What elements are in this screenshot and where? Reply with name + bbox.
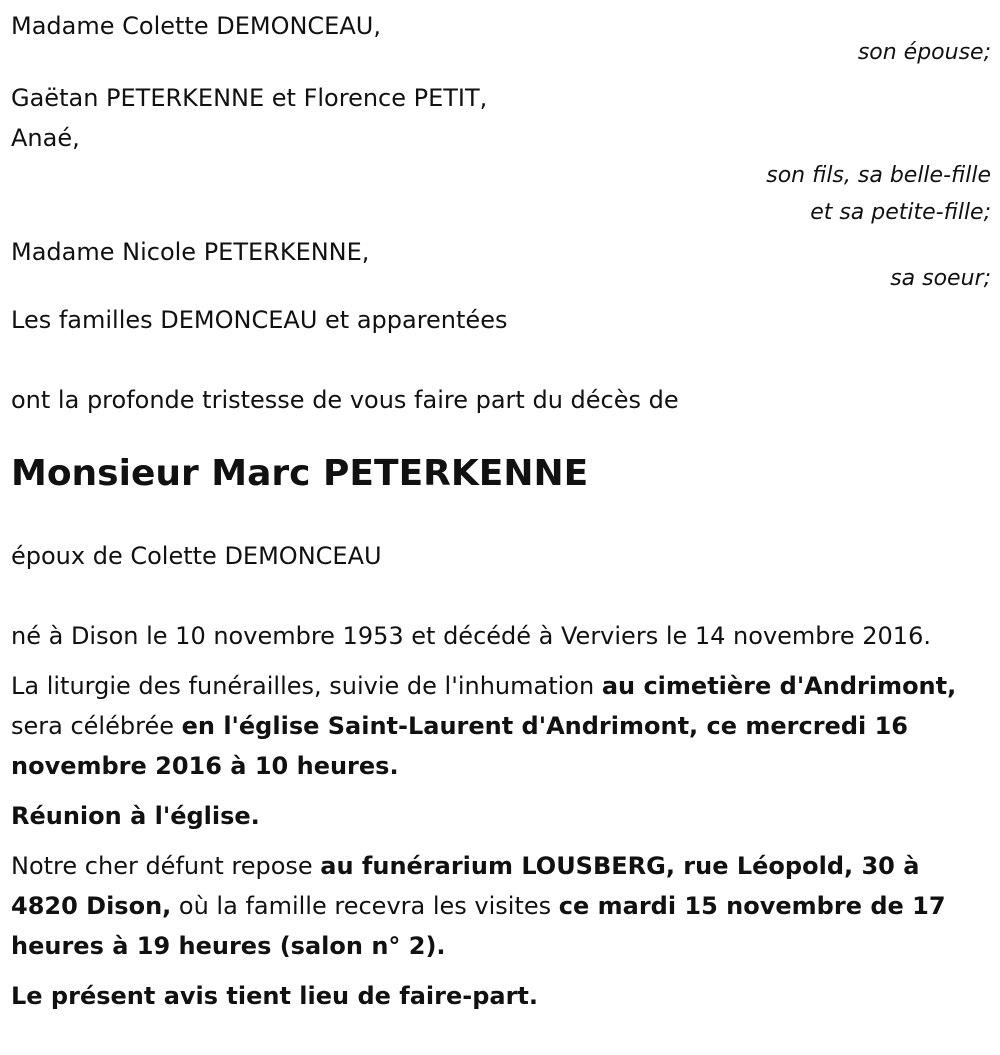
- spouse-name: Madame Colette DEMONCEAU,: [11, 12, 381, 40]
- deceased-name: Monsieur Marc PETERKENNE: [11, 453, 589, 494]
- sister-name: Madame Nicole PETERKENNE,: [11, 238, 370, 266]
- families-line: Les familles DEMONCEAU et apparentées: [11, 306, 508, 334]
- spouse-role: son épouse;: [857, 40, 991, 65]
- meeting-line: [11, 796, 991, 836]
- son-line: Gaëtan PETERKENNE et Florence PETIT,: [11, 84, 488, 112]
- funeral-text-2: sera célébrée: [11, 712, 182, 740]
- children-role-1: son fils, sa belle-fille: [766, 163, 991, 188]
- sister-role: sa soeur;: [890, 266, 991, 291]
- funeral-home: au funérarium LOUSBERG, rue Léopold, 30 à 4820 Dison,: [11, 852, 920, 920]
- birth-death-line: né à Dison le 10 novembre 1953 et décédé à Verviers le 14 novembre 2016.: [11, 622, 931, 650]
- funeral-church-date: en l'église Saint-Laurent d'Andrimont, ce mercredi 16 novembre 2016 à 10 heures.: [11, 712, 908, 780]
- closing-text: Le présent avis tient lieu de faire-part.: [11, 982, 539, 1010]
- funeral-cemetery: au cimetière d'Andrimont,: [601, 672, 957, 700]
- visitation-text-2: où la famille recevra les visites: [171, 892, 559, 920]
- meeting-text: Réunion à l'église.: [11, 802, 260, 830]
- spouse-of-line: époux de Colette DEMONCEAU: [11, 542, 382, 570]
- children-role-2: et sa petite-fille;: [810, 200, 991, 225]
- visitation-paragraph: [11, 846, 986, 966]
- funeral-paragraph: [11, 666, 981, 786]
- visitation-text-1: Notre cher défunt repose: [11, 852, 321, 880]
- obituary-notice: [11, 6, 991, 1016]
- visitation-date: ce mardi 15 novembre de 17 heures à 19 heures (salon n° 2).: [11, 892, 946, 960]
- funeral-text-1: La liturgie des funérailles, suivie de l'inhumation: [11, 672, 602, 700]
- announcement-text: ont la profonde tristesse de vous faire part du décès de: [11, 386, 679, 414]
- closing-line: [11, 976, 991, 1016]
- granddaughter-line: Anaé,: [11, 124, 80, 152]
